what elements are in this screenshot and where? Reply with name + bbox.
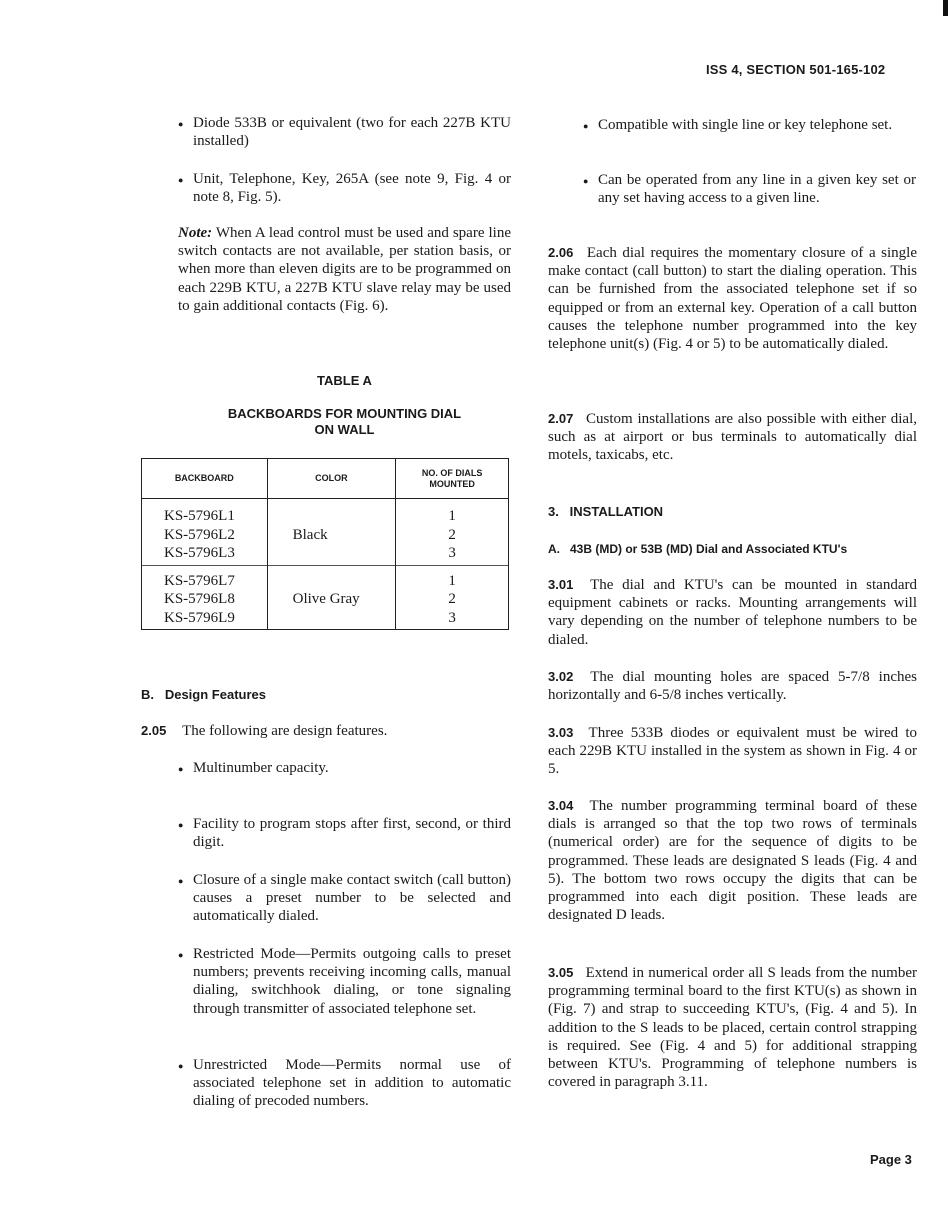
paragraph-number: 2.07 (548, 411, 574, 426)
list-item-text: Diode 533B or equivalent (two for each 227B KTU installed) (193, 115, 511, 150)
paragraph-2-05 (141, 722, 511, 740)
scan-edge-mark (943, 0, 948, 16)
paragraph-3-01 (548, 576, 917, 649)
paragraph-3-04 (548, 797, 917, 924)
backboard-cell: KS-5796L1 KS-5796L2 KS-5796L3 (142, 499, 268, 566)
bullet-icon: ● (178, 764, 184, 774)
color-cell: Black (267, 499, 396, 566)
paragraph-3-03 (548, 724, 917, 779)
dials-cell: 1 2 3 (396, 499, 509, 566)
paragraph-text: The following are design features. (182, 723, 388, 739)
column-header: COLOR (267, 459, 396, 499)
subsection-heading: A. 43B (MD) or 53B (MD) Dial and Associated KTU's (548, 542, 848, 556)
list-item (178, 871, 511, 926)
table-title (178, 406, 511, 438)
list-item-text: Facility to program stops after first, second, or third digit. (193, 816, 511, 851)
list-item-text: Multinumber capacity. (193, 760, 329, 776)
paragraph-number: 3.03 (548, 725, 574, 740)
paragraph-text: Three 533B diodes or equivalent must be wired to each 229B KTU installed in the system as shown in Fig. 4 or 5. (548, 725, 918, 778)
bullet-icon: ● (178, 876, 184, 886)
page-header: ISS 4, SECTION 501-165-102 (706, 62, 886, 77)
list-item (178, 1056, 511, 1111)
list-item (583, 116, 916, 134)
table-title-line: ON WALL (314, 422, 375, 437)
bullet-icon: ● (178, 1061, 184, 1071)
table-title-line: BACKBOARDS FOR MOUNTING DIAL (227, 406, 462, 421)
section-heading: 3. INSTALLATION (548, 504, 664, 519)
section-heading: B. Design Features (141, 687, 266, 702)
page-number: Page 3 (870, 1152, 912, 1167)
list-item-text: Unit, Telephone, Key, 265A (see note 9, Fig. 4 or note 8, Fig. 5). (193, 171, 511, 206)
bullet-icon: ● (583, 176, 589, 186)
list-item (178, 945, 511, 1018)
table-row (142, 565, 509, 630)
list-item (178, 759, 511, 777)
list-item-text: Closure of a single make contact switch (call button) causes a preset number to be selected and automatically dialed. (193, 872, 511, 925)
list-item-text: Unrestricted Mode—Permits normal use of associated telephone set in addition to automatic dialing of precoded numbers. (193, 1057, 511, 1110)
backboard-cell: KS-5796L7 KS-5796L8 KS-5796L9 (142, 565, 268, 630)
table-row (142, 499, 509, 566)
note-text: When A lead control must be used and spare line switch contacts are not available, per station basis, or when more than eleven digits are to be programmed on each 229B KTU, a 227B KTU slave relay may be used to gain additional contacts (Fig. 6). (178, 225, 511, 314)
paragraph-number: 3.01 (548, 577, 574, 592)
bullet-icon: ● (178, 820, 184, 830)
column-header: NO. OF DIALS MOUNTED (396, 459, 509, 499)
dials-cell: 1 2 3 (396, 565, 509, 630)
backboards-table (141, 458, 509, 630)
paragraph-number: 3.05 (548, 965, 574, 980)
paragraph-text: Custom installations are also possible with either dial, such as at airport or bus terminals to automatically dial motels, taxicabs, etc. (548, 411, 918, 464)
list-item-text: Compatible with single line or key telephone set. (598, 117, 893, 133)
paragraph-3-05 (548, 964, 917, 1091)
table-header-row (142, 459, 509, 499)
paragraph-3-02 (548, 668, 917, 704)
note-paragraph (178, 224, 511, 315)
paragraph-text: The dial mounting holes are spaced 5-7/8 inches horizontally and 6-5/8 inches vertically. (548, 669, 917, 704)
paragraph-number: 3.02 (548, 669, 574, 684)
paragraph-2-06 (548, 244, 917, 353)
paragraph-text: The number programming terminal board of these dials is arranged so that the top two rows of terminals (numerical order) are for the sequence of digits to be programmed. These leads are designated S leads (Fig. 4 and 5). The bottom two rows occupy the digits that can be programmed into each digit position. These leads are designated D leads. (548, 798, 918, 924)
list-item-text: Can be operated from any line in a given key set or any set having access to a given line. (598, 172, 916, 207)
paragraph-text: The dial and KTU's can be mounted in standard equipment cabinets or racks. Mounting arrangements will vary depending on the number of telephone numbers to be dialed. (548, 577, 917, 648)
bullet-icon: ● (583, 121, 589, 131)
list-item (583, 171, 916, 207)
bullet-icon: ● (178, 950, 184, 960)
table-label: TABLE A (317, 373, 372, 388)
paragraph-number: 3.04 (548, 798, 574, 813)
paragraph-number: 2.05 (141, 723, 167, 738)
paragraph-text: Extend in numerical order all S leads from the number programming terminal board to the first KTU(s) as shown in (Fig. 7) and strap to succeeding KTU's, (Fig. 4 and 5). In addition to the S leads to be placed, certain control strapping is required. See (Fig. 4 and 5) for additional strapping between KTU's. Programming of telephone numbers is covered in paragraph 3.11. (548, 965, 918, 1091)
column-header: BACKBOARD (142, 459, 268, 499)
color-cell: Olive Gray (267, 565, 396, 630)
list-item (178, 815, 511, 851)
bullet-icon: ● (178, 175, 184, 185)
paragraph-text: Each dial requires the momentary closure of a single make contact (call button) to start the dialing operation. This can be furnished from the associated telephone set if so equipped or from an external key. Operation of a call button causes the telephone number programmed into the key telephone unit(s) (Fig. 4 or 5) to be automatically dialed. (548, 245, 918, 353)
note-label: Note: (178, 225, 213, 241)
list-item-text: Restricted Mode—Permits outgoing calls to preset numbers; prevents receiving incoming calls, manual dialing, switchhook dialing, or tone signaling through transmitter of associated telephone set. (193, 946, 511, 1017)
list-item (178, 170, 511, 206)
paragraph-number: 2.06 (548, 245, 574, 260)
list-item (178, 114, 511, 150)
bullet-icon: ● (178, 119, 184, 129)
paragraph-2-07 (548, 410, 917, 465)
